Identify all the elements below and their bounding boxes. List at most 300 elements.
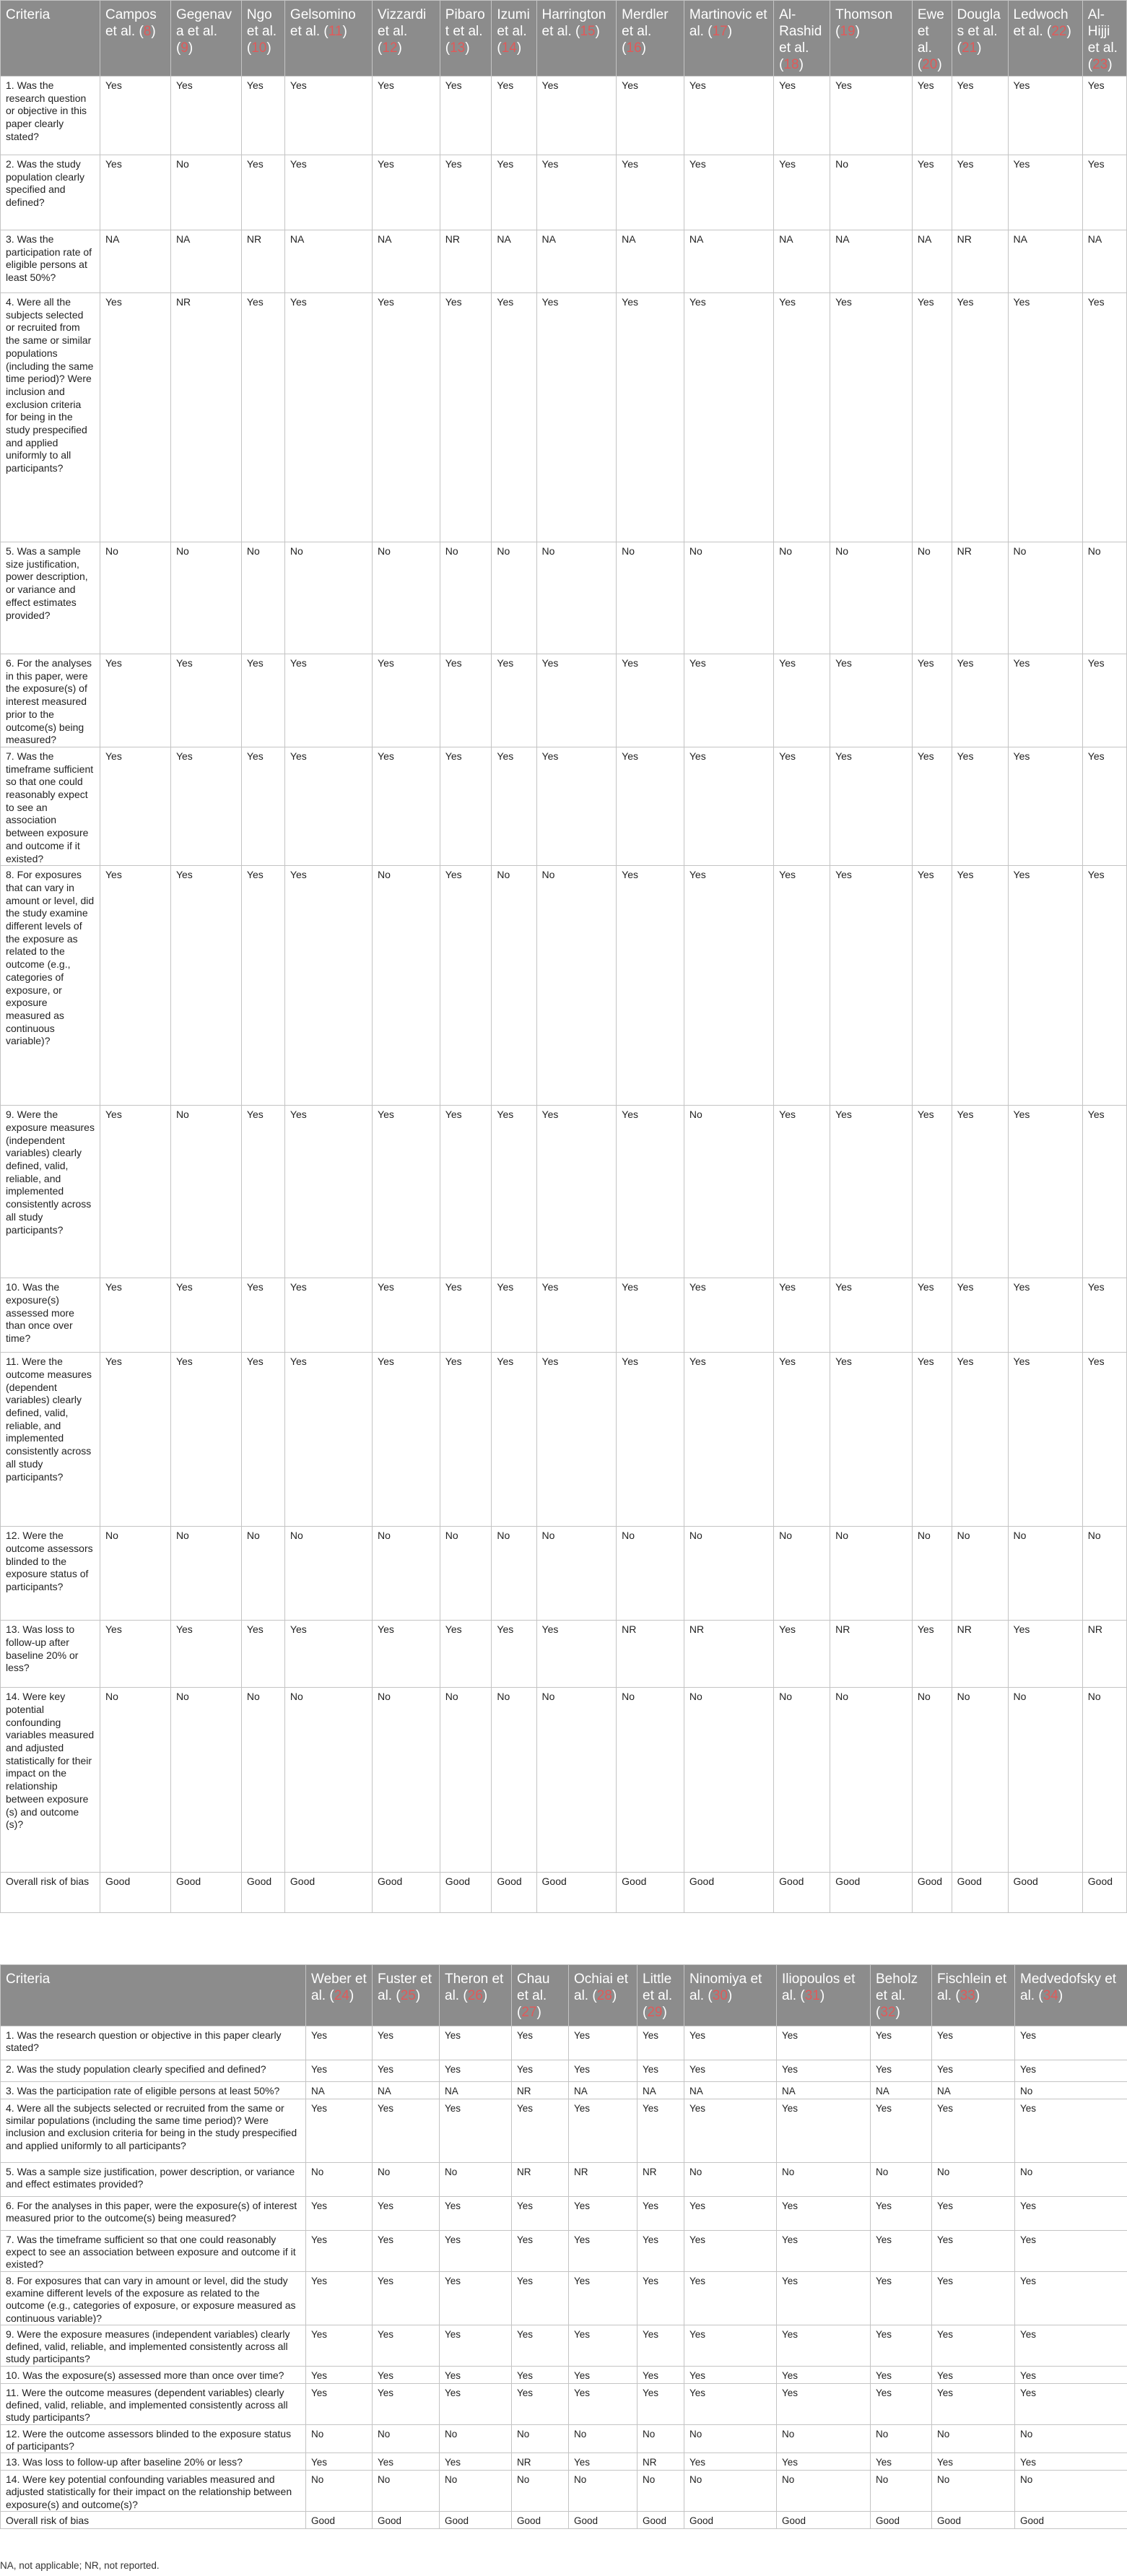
rating-cell: No <box>440 2471 512 2512</box>
study-header <box>932 1965 1015 2026</box>
rating-cell: Yes <box>1008 1106 1082 1278</box>
rating-cell: Yes <box>617 866 684 1106</box>
criterion-cell: 13. Was loss to follow-up after baseline 20% or less? <box>1 1621 100 1688</box>
study-header-label-tail: ) <box>266 40 271 56</box>
rating-cell: Yes <box>512 2231 569 2272</box>
study-header <box>241 1 284 77</box>
rating-cell: Yes <box>170 747 241 865</box>
rating-cell: NR <box>617 1621 684 1688</box>
reference-link[interactable]: 10 <box>251 40 267 56</box>
rating-cell: No <box>1082 542 1126 654</box>
rating-cell: Yes <box>1082 654 1126 747</box>
rating-cell: Good <box>777 2512 871 2529</box>
study-header-label-tail: ) <box>342 24 347 39</box>
rating-cell: Yes <box>373 2060 440 2082</box>
rating-cell: Yes <box>100 1278 170 1353</box>
rating-cell: Yes <box>440 1106 492 1278</box>
rating-cell: Yes <box>932 2197 1015 2231</box>
rating-cell: Yes <box>373 2325 440 2366</box>
rating-cell: Yes <box>284 77 372 155</box>
rating-cell: Yes <box>100 1106 170 1278</box>
rating-cell: No <box>774 1688 830 1873</box>
rating-cell: NA <box>777 2082 871 2099</box>
reference-link[interactable]: 23 <box>1092 57 1108 72</box>
study-header-label-tail: ) <box>595 24 600 39</box>
criterion-cell: 2. Was the study population clearly specified and defined? <box>1 155 100 230</box>
rating-cell: Yes <box>536 1278 617 1353</box>
rating-cell: No <box>512 2424 569 2453</box>
rating-cell: Yes <box>932 2366 1015 2383</box>
rating-cell: Yes <box>774 1621 830 1688</box>
rating-cell: Yes <box>684 2453 777 2471</box>
table-row <box>1 2471 1127 2512</box>
rating-cell: Yes <box>777 2099 871 2163</box>
rating-cell: Yes <box>440 2325 512 2366</box>
rating-cell: No <box>1015 2082 1127 2099</box>
study-header-label: Criteria <box>6 7 51 22</box>
rating-cell: No <box>1015 2471 1127 2512</box>
criterion-cell: 4. Were all the subjects selected or recruited from the same or similar populations (including the same time period)? Were inclusion and exclusion criteria for being in the study prespecified and applied uniformly to all participants? <box>1 293 100 542</box>
table-row <box>1 1873 1127 1913</box>
rating-cell: Yes <box>241 77 284 155</box>
rating-cell: Yes <box>1082 155 1126 230</box>
rating-cell: Good <box>440 2512 512 2529</box>
rating-cell: Yes <box>684 155 773 230</box>
reference-link[interactable]: 31 <box>804 1988 820 2003</box>
rating-cell: Yes <box>871 2060 932 2082</box>
reference-link[interactable]: 24 <box>334 1988 349 2003</box>
rating-cell: Yes <box>952 654 1008 747</box>
rating-cell: No <box>512 2471 569 2512</box>
rating-cell: Yes <box>569 2026 638 2060</box>
study-header-label-tail: ) <box>415 1988 421 2003</box>
rating-cell: Yes <box>952 1106 1008 1278</box>
rating-cell: Yes <box>638 2026 684 2060</box>
study-header <box>373 1965 440 2026</box>
reference-link[interactable]: 18 <box>783 57 799 72</box>
rating-cell: No <box>932 2163 1015 2197</box>
rating-cell: Good <box>617 1873 684 1913</box>
reference-link[interactable]: 33 <box>960 1988 975 2003</box>
rating-cell: Yes <box>100 293 170 542</box>
rating-cell: Yes <box>492 1353 536 1527</box>
rating-cell: Yes <box>684 77 773 155</box>
criteria-header <box>1 1 100 77</box>
rating-cell: Yes <box>617 1278 684 1353</box>
rating-cell: Yes <box>638 2060 684 2082</box>
study-header-label: Al-Rashid et al. ( <box>779 7 822 72</box>
rating-cell: Yes <box>777 2231 871 2272</box>
rating-cell: Yes <box>373 2272 440 2325</box>
study-header-label: Al-Hijji et al. ( <box>1087 7 1118 72</box>
reference-link[interactable]: 32 <box>880 2005 896 2020</box>
study-header-label-tail: ) <box>977 40 982 56</box>
rating-cell: No <box>306 2471 373 2512</box>
study-header-label: Douglas et al. ( <box>957 7 1001 56</box>
table-row <box>1 2512 1127 2529</box>
table-row <box>1 2383 1127 2424</box>
table-row <box>1 293 1127 542</box>
rating-cell: Yes <box>569 2197 638 2231</box>
rating-cell: Yes <box>638 2099 684 2163</box>
rating-cell: Yes <box>912 1353 952 1527</box>
criterion-cell: 4. Were all the subjects selected or recruited from the same or similar populations (including the same time period)? Were inclusion and exclusion criteria for being in the study prespecified and applied uniformly to all participants? <box>1 2099 306 2163</box>
rating-cell: Yes <box>492 1106 536 1278</box>
rating-cell: Yes <box>241 747 284 865</box>
rating-cell: Good <box>569 2512 638 2529</box>
rating-cell: Yes <box>492 654 536 747</box>
rating-cell: Yes <box>638 2325 684 2366</box>
rating-cell: NA <box>932 2082 1015 2099</box>
rating-cell: Yes <box>777 2325 871 2366</box>
rating-cell: Yes <box>1008 1621 1082 1688</box>
rating-cell: Yes <box>373 2026 440 2060</box>
reference-link[interactable]: 9 <box>180 40 188 56</box>
reference-link[interactable]: 30 <box>712 1988 728 2003</box>
rating-cell: Yes <box>569 2231 638 2272</box>
rating-cell: Yes <box>306 2060 373 2082</box>
study-header-label: Ochiai et al. ( <box>574 1972 628 2003</box>
reference-link[interactable]: 15 <box>580 24 596 39</box>
rating-cell: No <box>492 1527 536 1621</box>
study-header <box>569 1965 638 2026</box>
table-row <box>1 2453 1127 2471</box>
rating-cell: Good <box>241 1873 284 1913</box>
rating-cell: Good <box>100 1873 170 1913</box>
rating-cell: NR <box>512 2453 569 2471</box>
rating-cell: No <box>440 2163 512 2197</box>
rating-cell: Yes <box>777 2272 871 2325</box>
rating-cell: Yes <box>170 1353 241 1527</box>
rating-cell: No <box>830 1688 913 1873</box>
rating-cell: No <box>569 2424 638 2453</box>
rating-cell: No <box>684 2424 777 2453</box>
criterion-cell: 1. Was the research question or objective in this paper clearly stated? <box>1 77 100 155</box>
rating-cell: Yes <box>440 2197 512 2231</box>
rating-cell: Yes <box>440 2099 512 2163</box>
rating-cell: Yes <box>284 1621 372 1688</box>
rating-cell: Yes <box>1008 77 1082 155</box>
rating-cell: Yes <box>512 2197 569 2231</box>
rating-cell: Yes <box>617 1353 684 1527</box>
criterion-cell: 10. Was the exposure(s) assessed more than once over time? <box>1 2366 306 2383</box>
rating-cell: Yes <box>774 77 830 155</box>
rating-cell: Yes <box>306 2383 373 2424</box>
criterion-cell: 1. Was the research question or objective in this paper clearly stated? <box>1 2026 306 2060</box>
study-header-label-tail: ) <box>397 40 402 56</box>
table-row <box>1 1527 1127 1621</box>
reference-link[interactable]: 13 <box>450 40 466 56</box>
rating-cell: Yes <box>871 2197 932 2231</box>
table-row <box>1 230 1127 293</box>
criterion-cell: 9. Were the exposure measures (independent variables) clearly defined, valid, reliable, and implemented consistently across all study participants? <box>1 2325 306 2366</box>
rating-cell: Yes <box>373 654 440 747</box>
rating-cell: No <box>1008 1688 1082 1873</box>
study-header-label-tail: ) <box>895 2005 900 2020</box>
rating-cell: No <box>373 866 440 1106</box>
rating-cell: Yes <box>830 77 913 155</box>
rating-cell: No <box>170 1527 241 1621</box>
rating-cell: NR <box>952 1621 1008 1688</box>
rating-cell: No <box>373 1688 440 1873</box>
rating-cell: Yes <box>774 654 830 747</box>
rating-cell: No <box>871 2424 932 2453</box>
table-row <box>1 1278 1127 1353</box>
rating-cell: Yes <box>512 2060 569 2082</box>
reference-link[interactable]: 21 <box>961 40 978 56</box>
rating-cell: No <box>373 1527 440 1621</box>
rating-cell: Yes <box>1008 1353 1082 1527</box>
rating-cell: No <box>440 542 492 654</box>
rating-cell: Good <box>170 1873 241 1913</box>
reference-link[interactable]: 8 <box>143 24 152 39</box>
rating-cell: No <box>638 2471 684 2512</box>
study-header-label-tail: ) <box>641 40 646 56</box>
rating-cell: Yes <box>617 747 684 865</box>
table-row <box>1 2197 1127 2231</box>
rating-cell: Yes <box>440 2453 512 2471</box>
study-header-label-tail: ) <box>188 40 193 56</box>
study-header-label: Little et al. ( <box>643 1972 673 2020</box>
study-header-label-tail: ) <box>1108 57 1113 72</box>
criterion-cell: 9. Were the exposure measures (independent variables) clearly defined, valid, reliable, and implemented consistently across all study participants? <box>1 1106 100 1278</box>
rating-cell: Yes <box>912 1278 952 1353</box>
reference-link[interactable]: 29 <box>647 2005 663 2020</box>
rating-cell: No <box>1082 1688 1126 1873</box>
rating-cell: Good <box>638 2512 684 2529</box>
study-header <box>952 1 1008 77</box>
study-header <box>373 1 440 77</box>
rating-cell: No <box>170 1106 241 1278</box>
reference-link[interactable]: 25 <box>400 1988 416 2003</box>
study-header <box>170 1 241 77</box>
rating-cell: Yes <box>440 77 492 155</box>
rating-cell: Yes <box>536 1353 617 1527</box>
study-header-label-tail: ) <box>727 1988 733 2003</box>
rating-cell: Yes <box>373 2453 440 2471</box>
rating-cell: Yes <box>830 1353 913 1527</box>
reference-link[interactable]: 17 <box>712 24 728 39</box>
rating-cell: Yes <box>536 77 617 155</box>
table-row <box>1 2325 1127 2366</box>
rating-cell: No <box>373 542 440 654</box>
criterion-cell: 7. Was the timeframe sufficient so that one could reasonably expect to see an association between exposure and outcome if it existed? <box>1 747 100 865</box>
reference-link[interactable]: 28 <box>596 1988 612 2003</box>
rating-cell: Yes <box>774 155 830 230</box>
reference-link[interactable]: 12 <box>382 40 398 56</box>
rating-cell: Yes <box>777 2026 871 2060</box>
rating-cell: No <box>306 2424 373 2453</box>
criterion-cell: 3. Was the participation rate of eligible persons at least 50%? <box>1 230 100 293</box>
criterion-cell: 12. Were the outcome assessors blinded to the exposure status of participants? <box>1 1527 100 1621</box>
rating-cell: Yes <box>777 2383 871 2424</box>
rating-cell: Yes <box>512 2026 569 2060</box>
rating-cell: Yes <box>774 1353 830 1527</box>
reference-link[interactable]: 11 <box>328 24 343 39</box>
rating-cell: No <box>684 1106 773 1278</box>
rating-cell: Yes <box>373 1106 440 1278</box>
rating-cell: Yes <box>1008 293 1082 542</box>
rating-cell: Yes <box>871 2272 932 2325</box>
study-header <box>638 1965 684 2026</box>
rating-cell: Yes <box>100 866 170 1106</box>
reference-link[interactable]: 34 <box>1043 1988 1058 2003</box>
criterion-cell: 6. For the analyses in this paper, were the exposure(s) of interest measured prior to the outcome(s) being measured? <box>1 654 100 747</box>
table-row <box>1 2060 1127 2082</box>
rating-cell: Yes <box>492 747 536 865</box>
table-row <box>1 2026 1127 2060</box>
rating-cell: Yes <box>617 1106 684 1278</box>
rating-cell: Good <box>373 2512 440 2529</box>
rating-cell: Yes <box>1082 293 1126 542</box>
study-header-label: Ewe et al. ( <box>917 7 944 72</box>
study-header-label-tail: ) <box>819 1988 825 2003</box>
rating-cell: No <box>774 542 830 654</box>
rating-cell: Yes <box>1015 2272 1127 2325</box>
rating-cell: Yes <box>1082 1353 1126 1527</box>
study-header-label-tail: ) <box>855 24 860 39</box>
study-header-label: Fischlein et al. ( <box>937 1972 1007 2003</box>
rating-cell: Yes <box>569 2383 638 2424</box>
rating-cell: Good <box>952 1873 1008 1913</box>
reference-link[interactable]: 19 <box>840 24 856 39</box>
rating-cell: Yes <box>241 155 284 230</box>
rating-cell: NR <box>1082 1621 1126 1688</box>
rating-cell: Yes <box>536 1106 617 1278</box>
rating-cell: Yes <box>373 2366 440 2383</box>
rating-cell: NR <box>440 230 492 293</box>
rating-cell: Yes <box>617 654 684 747</box>
criterion-cell: 11. Were the outcome measures (dependent variables) clearly defined, valid, reliable, and implemented consistently across all study participants? <box>1 2383 306 2424</box>
rating-cell: Yes <box>440 1353 492 1527</box>
table-row <box>1 2272 1127 2325</box>
rating-cell: Yes <box>284 1353 372 1527</box>
rating-cell: Yes <box>1082 1106 1126 1278</box>
study-header <box>684 1965 777 2026</box>
criterion-cell: 3. Was the participation rate of eligible persons at least 50%? <box>1 2082 306 2099</box>
reference-link[interactable]: 14 <box>501 40 517 56</box>
criterion-cell: 2. Was the study population clearly specified and defined? <box>1 2060 306 2082</box>
study-header-label-tail: ) <box>465 40 470 56</box>
rating-cell: No <box>777 2163 871 2197</box>
study-header-label: Ngo et al. ( <box>246 7 277 56</box>
rating-cell: Good <box>932 2512 1015 2529</box>
rating-cell: Yes <box>306 2325 373 2366</box>
rating-cell: No <box>241 1688 284 1873</box>
reference-link[interactable]: 22 <box>1051 24 1067 39</box>
rating-cell: Yes <box>638 2197 684 2231</box>
rating-cell: No <box>241 542 284 654</box>
rating-cell: Yes <box>440 866 492 1106</box>
rating-cell: Yes <box>569 2325 638 2366</box>
rating-cell: No <box>492 866 536 1106</box>
study-header-label: Campos et al. ( <box>105 7 157 39</box>
rating-cell: Good <box>830 1873 913 1913</box>
rating-cell: Good <box>512 2512 569 2529</box>
rating-cell: Yes <box>1015 2453 1127 2471</box>
rating-cell: NR <box>241 230 284 293</box>
reference-link[interactable]: 20 <box>922 57 938 72</box>
table-row <box>1 77 1127 155</box>
rating-cell: Yes <box>638 2231 684 2272</box>
rating-cell: Yes <box>1015 2026 1127 2060</box>
criterion-cell: 13. Was loss to follow-up after baseline 20% or less? <box>1 2453 306 2471</box>
rating-cell: No <box>1015 2163 1127 2197</box>
rating-cell: No <box>536 542 617 654</box>
rating-cell: Yes <box>440 1621 492 1688</box>
rating-cell: Yes <box>1008 155 1082 230</box>
table-row <box>1 1106 1127 1278</box>
rating-cell: No <box>871 2163 932 2197</box>
study-header-label-tail: ) <box>799 57 804 72</box>
study-header-label: Weber et al. ( <box>311 1972 367 2003</box>
study-header <box>830 1 913 77</box>
rating-cell: Yes <box>830 1278 913 1353</box>
rating-cell: No <box>777 2471 871 2512</box>
rating-cell: No <box>912 1688 952 1873</box>
rating-cell: Yes <box>684 2366 777 2383</box>
table-row <box>1 747 1127 865</box>
study-header-label: Gegenava et al. ( <box>175 7 232 56</box>
rating-cell: Yes <box>284 1106 372 1278</box>
rating-cell: Yes <box>373 1278 440 1353</box>
rating-cell: Yes <box>684 2231 777 2272</box>
rating-cell: Yes <box>306 2026 373 2060</box>
rating-cell: NA <box>871 2082 932 2099</box>
rating-cell: Yes <box>1015 2197 1127 2231</box>
rating-cell: Yes <box>306 2231 373 2272</box>
rating-cell: NR <box>569 2163 638 2197</box>
rating-cell: No <box>536 866 617 1106</box>
rating-cell: NA <box>638 2082 684 2099</box>
rating-cell: Good <box>373 1873 440 1913</box>
rating-cell: Yes <box>1082 747 1126 865</box>
rating-cell: Good <box>774 1873 830 1913</box>
study-header-label-tail: ) <box>727 24 733 39</box>
rating-cell: NA <box>569 2082 638 2099</box>
rating-cell: Yes <box>774 866 830 1106</box>
rating-cell: NA <box>492 230 536 293</box>
criterion-cell: 5. Was a sample size justification, power description, or variance and effect estimates provided? <box>1 542 100 654</box>
study-header-label: Thomson ( <box>835 7 893 39</box>
rating-cell: No <box>284 1527 372 1621</box>
reference-link[interactable]: 16 <box>626 40 642 56</box>
study-header-label: Vizzardi et al. ( <box>378 7 427 56</box>
rating-cell: Good <box>684 1873 773 1913</box>
rating-cell: Yes <box>684 2099 777 2163</box>
rating-cell: Yes <box>512 2383 569 2424</box>
rating-cell: No <box>617 1527 684 1621</box>
rating-cell: Yes <box>830 654 913 747</box>
rating-cell: NR <box>512 2082 569 2099</box>
rating-cell: Yes <box>830 747 913 865</box>
rating-cell: Yes <box>100 654 170 747</box>
reference-link[interactable]: 26 <box>467 1988 483 2003</box>
rating-cell: Yes <box>912 155 952 230</box>
rating-cell: Yes <box>1082 866 1126 1106</box>
criterion-cell: 12. Were the outcome assessors blinded to the exposure status of participants? <box>1 2424 306 2453</box>
rating-cell: Yes <box>241 866 284 1106</box>
criterion-cell: 8. For exposures that can vary in amount or level, did the study examine different levels of the exposure as related to the outcome (e.g., categories of exposure, or exposure measured as continuous variable)? <box>1 866 100 1106</box>
rating-cell: Yes <box>777 2453 871 2471</box>
reference-link[interactable]: 27 <box>521 2005 537 2020</box>
rating-cell: Yes <box>871 2099 932 2163</box>
study-header-label: Theron et al. ( <box>445 1972 504 2003</box>
rating-cell: Yes <box>170 654 241 747</box>
rating-cell: Yes <box>932 2383 1015 2424</box>
rating-cell: No <box>170 542 241 654</box>
rating-cell: No <box>1008 1527 1082 1621</box>
